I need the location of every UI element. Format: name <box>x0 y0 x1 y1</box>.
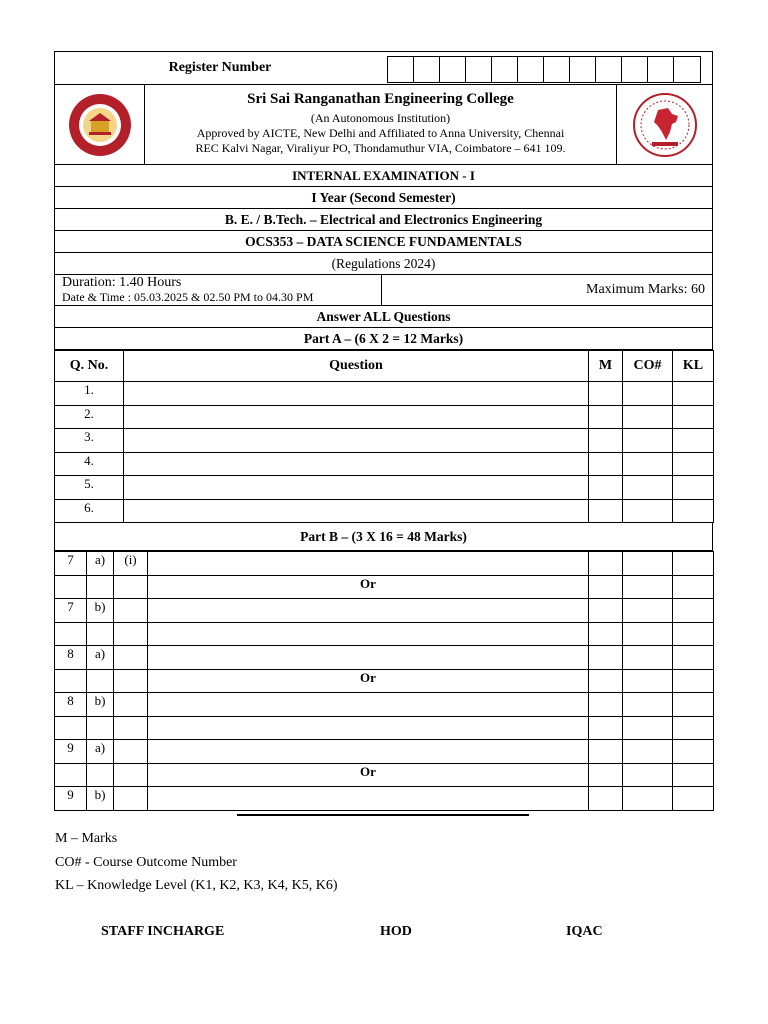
marks-cell[interactable] <box>589 599 623 623</box>
duration-cell <box>55 275 382 305</box>
question-cell[interactable] <box>148 716 589 740</box>
co-cell[interactable] <box>623 763 673 787</box>
register-digit-box[interactable] <box>388 57 414 82</box>
sub-cell <box>87 716 114 740</box>
header-qno: Q. No. <box>55 351 124 382</box>
part-cell <box>114 693 148 717</box>
part-b-row <box>55 646 714 670</box>
qno-cell: 8 <box>55 646 87 670</box>
kl-cell[interactable] <box>673 452 714 476</box>
qno-cell: 4. <box>55 452 124 476</box>
kl-cell[interactable] <box>673 575 714 599</box>
kl-cell[interactable] <box>673 552 714 576</box>
co-cell[interactable] <box>623 599 673 623</box>
part-a-row <box>55 405 714 429</box>
register-number-boxes[interactable] <box>387 56 701 83</box>
marks-cell[interactable] <box>589 552 623 576</box>
college-approval: Approved by AICTE, New Delhi and Affiliated to Anna University, Chennai <box>196 126 565 140</box>
kl-cell[interactable] <box>673 599 714 623</box>
kl-cell[interactable] <box>673 405 714 429</box>
sub-cell: b) <box>87 599 114 623</box>
register-number-label: Register Number <box>168 60 272 75</box>
marks-cell[interactable] <box>589 763 623 787</box>
question-cell[interactable] <box>148 599 589 623</box>
marks-cell[interactable] <box>589 499 623 523</box>
register-digit-box[interactable] <box>518 57 544 82</box>
marks-cell[interactable] <box>589 382 623 406</box>
exam-name: INTERNAL EXAMINATION - I <box>54 165 713 187</box>
marks-cell[interactable] <box>589 429 623 453</box>
part-b-row <box>55 716 714 740</box>
header-marks: M <box>589 351 623 382</box>
part-b-row <box>55 599 714 623</box>
co-cell[interactable] <box>623 499 673 523</box>
legend-kl: KL – Knowledge Level (K1, K2, K3, K4, K5, K6) <box>55 878 338 893</box>
marks-cell[interactable] <box>589 646 623 670</box>
co-cell[interactable] <box>623 669 673 693</box>
qno-cell: 7 <box>55 552 87 576</box>
part-a-row <box>55 429 714 453</box>
marks-cell[interactable] <box>589 575 623 599</box>
register-digit-box[interactable] <box>440 57 466 82</box>
kl-cell[interactable] <box>673 763 714 787</box>
part-b-or-row <box>55 669 714 693</box>
exam-programme: B. E. / B.Tech. – Electrical and Electronics Engineering <box>54 209 713 231</box>
header-kl: KL <box>673 351 714 382</box>
register-digit-box[interactable] <box>648 57 674 82</box>
college-logo <box>55 85 145 164</box>
accreditation-logo <box>616 85 712 164</box>
part-cell <box>114 669 148 693</box>
marks-cell[interactable] <box>589 405 623 429</box>
kl-cell[interactable] <box>673 787 714 811</box>
exam-course: OCS353 – DATA SCIENCE FUNDAMENTALS <box>54 231 713 253</box>
part-a-row <box>55 499 714 523</box>
kl-cell[interactable] <box>673 693 714 717</box>
part-cell <box>114 763 148 787</box>
college-status: (An Autonomous Institution) <box>310 111 451 125</box>
qno-cell <box>55 622 87 646</box>
or-label: Or <box>148 669 589 693</box>
co-cell[interactable] <box>623 646 673 670</box>
question-cell[interactable] <box>124 405 589 429</box>
kl-cell[interactable] <box>673 740 714 764</box>
part-b-row <box>55 622 714 646</box>
co-cell[interactable] <box>623 740 673 764</box>
co-cell[interactable] <box>623 552 673 576</box>
part-b-title: Part B – (3 X 16 = 48 Marks) <box>54 523 713 551</box>
part-b-row <box>55 740 714 764</box>
sub-cell <box>87 575 114 599</box>
marks-cell[interactable] <box>589 787 623 811</box>
college-name: Sri Sai Ranganathan Engineering College <box>247 91 514 107</box>
qno-cell: 9 <box>55 787 87 811</box>
question-cell[interactable] <box>124 382 589 406</box>
part-b-row <box>55 693 714 717</box>
part-a-title: Part A – (6 X 2 = 12 Marks) <box>54 328 713 350</box>
marks-cell[interactable] <box>589 693 623 717</box>
part-b-or-row <box>55 575 714 599</box>
sub-cell: b) <box>87 787 114 811</box>
kl-cell[interactable] <box>673 429 714 453</box>
question-cell[interactable] <box>148 552 589 576</box>
max-marks: Maximum Marks: 60 <box>586 282 705 297</box>
duration-row <box>54 275 713 306</box>
signature-staff: STAFF INCHARGE <box>101 924 225 939</box>
question-cell[interactable] <box>148 693 589 717</box>
register-digit-box[interactable] <box>674 57 700 82</box>
sub-cell: b) <box>87 693 114 717</box>
kl-cell[interactable] <box>673 499 714 523</box>
part-cell <box>114 716 148 740</box>
legend-marks: M – Marks <box>55 831 118 846</box>
part-b-table <box>54 551 714 811</box>
sub-cell <box>87 763 114 787</box>
register-digit-box[interactable] <box>596 57 622 82</box>
sub-cell: a) <box>87 740 114 764</box>
duration-text: Duration: 1.40 Hours <box>62 275 182 290</box>
qno-cell <box>55 669 87 693</box>
part-a-row <box>55 476 714 500</box>
or-label: Or <box>148 575 589 599</box>
register-digit-box[interactable] <box>492 57 518 82</box>
co-cell[interactable] <box>623 575 673 599</box>
co-cell[interactable] <box>623 716 673 740</box>
co-cell[interactable] <box>623 452 673 476</box>
college-address: REC Kalvi Nagar, Viraliyur PO, Thondamuthur VIA, Coimbatore – 641 109. <box>195 141 566 155</box>
co-cell[interactable] <box>623 476 673 500</box>
part-a-row <box>55 452 714 476</box>
legend-co: CO# - Course Outcome Number <box>55 855 237 870</box>
part-a-row <box>55 382 714 406</box>
marks-cell[interactable] <box>589 716 623 740</box>
question-cell[interactable] <box>148 622 589 646</box>
instruction: Answer ALL Questions <box>54 306 713 328</box>
part-cell <box>114 787 148 811</box>
part-cell <box>114 599 148 623</box>
qno-cell: 7 <box>55 599 87 623</box>
qno-cell: 8 <box>55 693 87 717</box>
question-cell[interactable] <box>148 740 589 764</box>
marks-cell[interactable] <box>589 452 623 476</box>
qno-cell <box>55 716 87 740</box>
signature-iqac: IQAC <box>566 924 603 939</box>
co-cell[interactable] <box>623 405 673 429</box>
kl-cell[interactable] <box>673 382 714 406</box>
qno-cell <box>55 763 87 787</box>
signature-hod: HOD <box>380 924 412 939</box>
co-cell[interactable] <box>623 787 673 811</box>
part-b-or-row <box>55 763 714 787</box>
marks-cell[interactable] <box>589 740 623 764</box>
part-cell: (i) <box>114 552 148 576</box>
question-cell[interactable] <box>148 646 589 670</box>
kl-cell[interactable] <box>673 646 714 670</box>
part-b-row <box>55 787 714 811</box>
register-digit-box[interactable] <box>570 57 596 82</box>
end-rule <box>237 814 529 816</box>
kl-cell[interactable] <box>673 476 714 500</box>
co-cell[interactable] <box>623 382 673 406</box>
qno-cell: 6. <box>55 499 124 523</box>
register-digit-box[interactable] <box>622 57 648 82</box>
qno-cell: 1. <box>55 382 124 406</box>
college-logo-icon <box>67 92 133 158</box>
co-cell[interactable] <box>623 693 673 717</box>
co-cell[interactable] <box>623 429 673 453</box>
exam-sheet <box>54 51 713 811</box>
sub-cell: a) <box>87 646 114 670</box>
question-cell[interactable] <box>124 429 589 453</box>
part-cell <box>114 740 148 764</box>
sub-cell: a) <box>87 552 114 576</box>
college-title-block <box>145 85 616 164</box>
co-cell[interactable] <box>623 622 673 646</box>
marks-cell[interactable] <box>589 622 623 646</box>
college-header <box>54 85 713 165</box>
kl-cell[interactable] <box>673 669 714 693</box>
marks-cell[interactable] <box>589 669 623 693</box>
header-question: Question <box>124 351 589 382</box>
question-cell[interactable] <box>124 476 589 500</box>
question-cell[interactable] <box>148 787 589 811</box>
part-b-row <box>55 552 714 576</box>
part-cell <box>114 622 148 646</box>
qno-cell: 3. <box>55 429 124 453</box>
part-cell <box>114 575 148 599</box>
header-co: CO# <box>623 351 673 382</box>
qno-cell: 2. <box>55 405 124 429</box>
register-digit-box[interactable] <box>544 57 570 82</box>
sub-cell <box>87 622 114 646</box>
datetime-text: Date & Time : 05.03.2025 & 02.50 PM to 04.30 PM <box>62 290 314 304</box>
or-label: Or <box>148 763 589 787</box>
part-a-table <box>54 350 714 523</box>
kl-cell[interactable] <box>673 622 714 646</box>
sub-cell <box>87 669 114 693</box>
part-cell <box>114 646 148 670</box>
qno-cell <box>55 575 87 599</box>
exam-year: I Year (Second Semester) <box>54 187 713 209</box>
register-number-row <box>54 51 713 85</box>
qno-cell: 5. <box>55 476 124 500</box>
register-digit-box[interactable] <box>466 57 492 82</box>
question-cell[interactable] <box>124 499 589 523</box>
question-cell[interactable] <box>124 452 589 476</box>
marks-cell[interactable] <box>589 476 623 500</box>
register-digit-box[interactable] <box>414 57 440 82</box>
qno-cell: 9 <box>55 740 87 764</box>
exam-regulations: (Regulations 2024) <box>54 253 713 275</box>
kl-cell[interactable] <box>673 716 714 740</box>
india-map-emblem-icon <box>628 92 702 158</box>
